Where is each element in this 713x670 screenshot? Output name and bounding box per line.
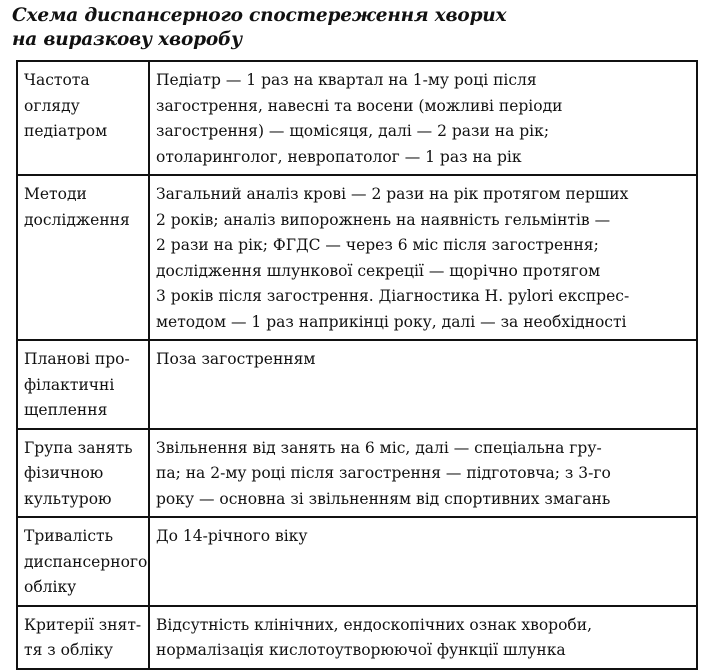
dispensary-table <box>16 60 698 670</box>
table-row-research-methods <box>17 175 697 340</box>
table-row-observation-duration <box>17 517 697 606</box>
content-line: 3 років після загострення. Діагностика H. pylori експрес- <box>156 287 630 305</box>
label-line: Критерії знят- <box>24 615 142 634</box>
content-line: дослідження шлункової секреції — щорічно протягом <box>156 261 601 280</box>
content-line: Педіатр — 1 раз на квартал на 1-му році після <box>156 71 537 89</box>
content-line: загострення) — щомісяця, далі — 2 рази на рік; <box>156 122 550 140</box>
row-label <box>17 340 149 429</box>
label-line: огляду <box>24 96 80 115</box>
content-line: па; на 2-му році після загострення — підготовча; з 3-го <box>156 464 611 482</box>
label-line: дослідження <box>24 210 130 229</box>
label-line: Планові про- <box>24 350 130 368</box>
row-label <box>17 175 149 340</box>
row-label <box>17 61 149 175</box>
row-label <box>17 517 149 606</box>
label-line: диспансерного <box>24 552 148 571</box>
row-content <box>149 429 697 518</box>
title-line-2: на виразкову хворобу <box>12 29 242 50</box>
label-line: обліку <box>24 578 77 596</box>
row-content <box>149 175 697 340</box>
content-line: загострення, навесні та восени (можливі періоди <box>156 96 563 115</box>
label-line: Тривалість <box>24 527 114 545</box>
content-line: Поза загостренням <box>156 350 316 368</box>
row-content <box>149 517 697 606</box>
table-row-vaccinations <box>17 340 697 429</box>
label-line: щеплення <box>24 401 108 419</box>
label-line: педіатром <box>24 122 108 140</box>
row-label <box>17 606 149 669</box>
content-line: року — основна зі звільненням від спортивних змагань <box>156 489 611 508</box>
table-row-physical-education <box>17 429 697 518</box>
content-line: Загальний аналіз крові — 2 рази на рік протягом перших <box>156 185 629 203</box>
content-line: Звільнення від занять на 6 міс, далі — спеціальна гру- <box>156 438 602 457</box>
document-title <box>12 4 702 52</box>
row-content <box>149 606 697 669</box>
content-line: нормалізація кислотоутворюючої функції шлунка <box>156 641 566 659</box>
label-line: фізичною <box>24 464 104 482</box>
content-line: 2 років; аналіз випорожнень на наявність гельмінтів — <box>156 210 611 229</box>
row-label <box>17 429 149 518</box>
label-line: Частота <box>24 71 90 89</box>
row-content <box>149 61 697 175</box>
table-row-exam-frequency <box>17 61 697 175</box>
table-row-deregistration-criteria <box>17 606 697 669</box>
content-line: 2 рази на рік; ФГДС — через 6 міс після загострення; <box>156 236 599 254</box>
label-line: тя з обліку <box>24 641 113 659</box>
label-line: Група занять <box>24 438 133 457</box>
title-line-1: Схема диспансерного спостереження хворих <box>12 5 507 26</box>
label-line: Методи <box>24 185 87 203</box>
content-line: Відсутність клінічних, ендоскопічних ознак хвороби, <box>156 615 593 634</box>
label-line: філактичні <box>24 375 115 394</box>
content-line: До 14-річного віку <box>156 527 308 545</box>
content-line: методом — 1 раз наприкінці року, далі — за необхідності <box>156 312 627 331</box>
row-content <box>149 340 697 429</box>
label-line: культурою <box>24 489 112 508</box>
content-line: отоларинголог, невропатолог — 1 раз на рік <box>156 147 522 166</box>
